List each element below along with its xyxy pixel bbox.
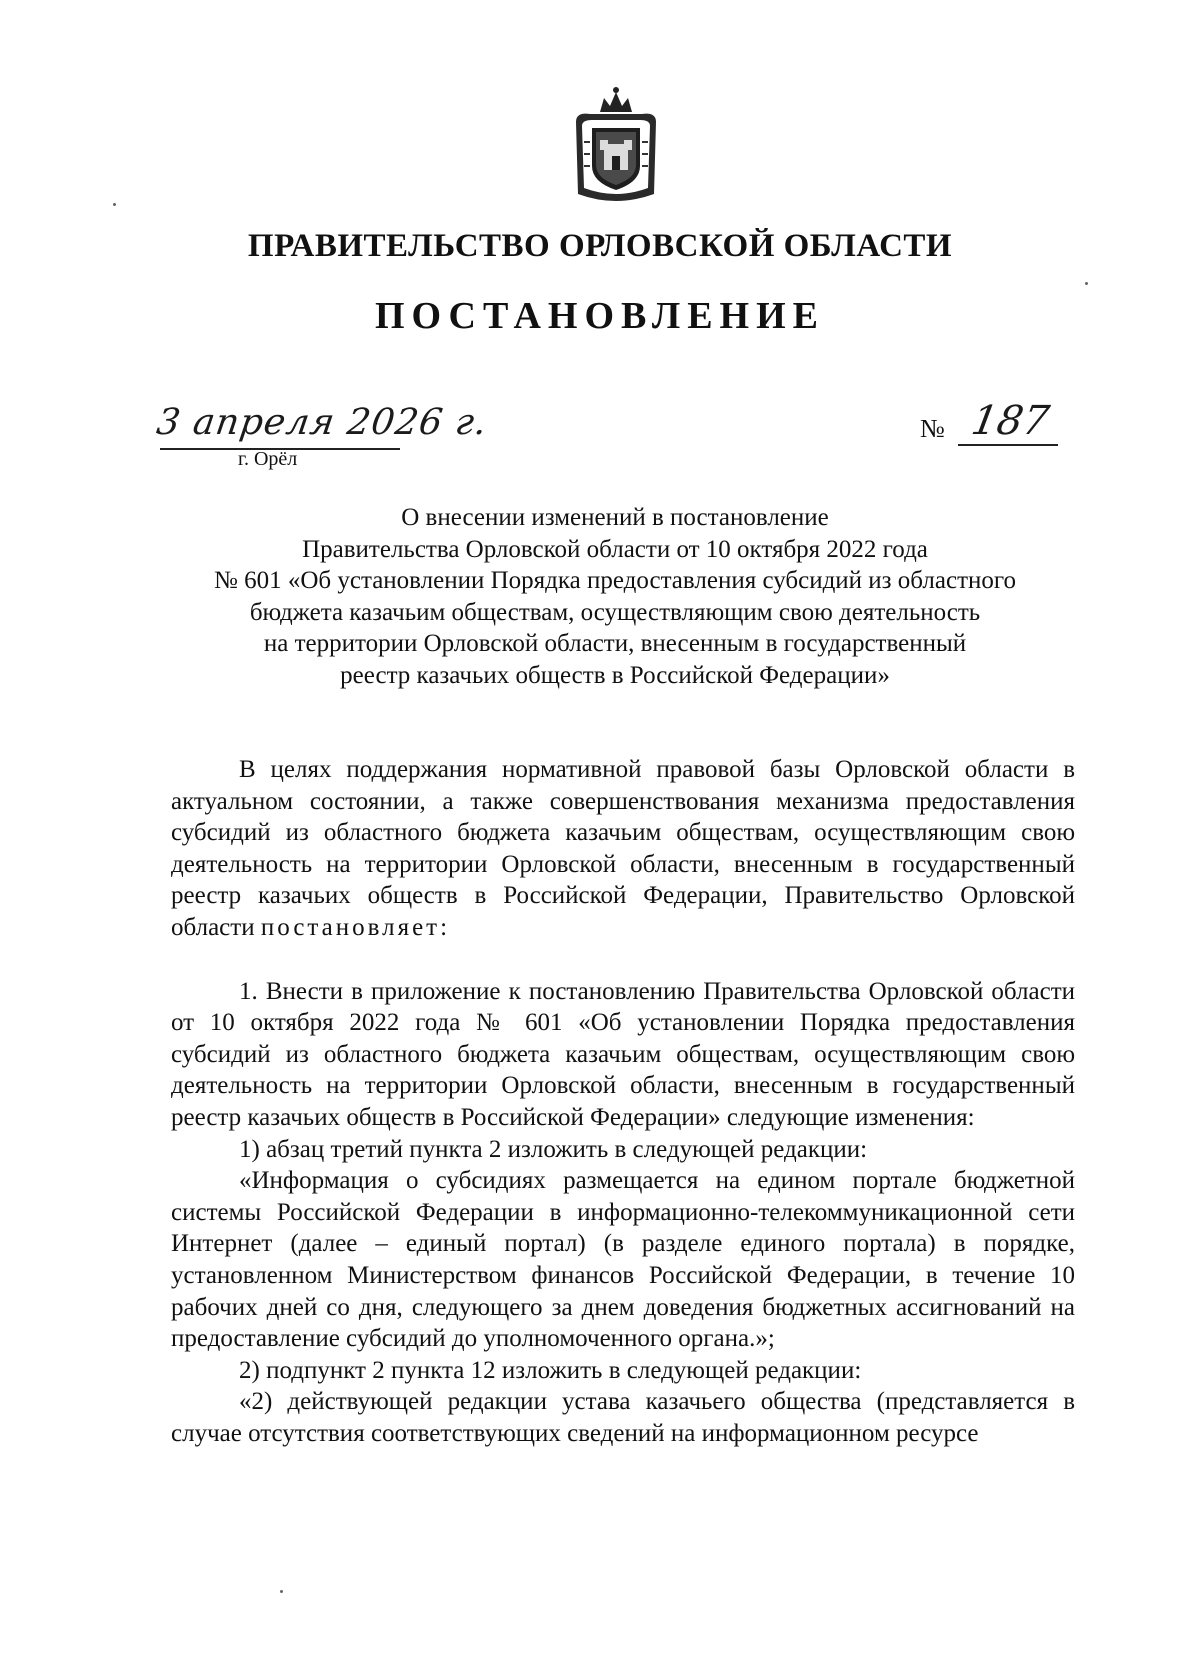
subject-line: на территории Орловской области, внесенным в государственный (263, 630, 967, 657)
document-body (171, 754, 1075, 1449)
item-1-paragraph: 1. Внести в приложение к постановлению Правительства Орловской области от 10 октября 2022 года № 601 «Об установлении Порядка предоставления субсидий из областного бюджета казачьим обществам, осуществляющим свою деятельность на территории Орловской области, внесенным в государственный реестр казачьих обществ в Российской Федерации» следующие изменения: (171, 977, 1075, 1131)
document-type-title: ПОСТАНОВЛЕНИЕ (374, 295, 826, 337)
coat-of-arms-icon (570, 82, 662, 210)
preamble-text: В целях поддержания нормативной правовой базы Орловской области в актуальном состоянии, а также совершенствования механизма предоставления субсидий из областного бюджета казачьим обществам, осуществляющим свою деятельность на территории Орловской области, внесенным в государственный реестр казачьих обществ в Российской Федерации, Правительство Орловской области (171, 756, 1075, 941)
scan-speck (113, 203, 116, 206)
quote-2-paragraph: «2) действующей редакции устава казачьего общества (представляется в случае отсутствия соответствующих сведений на информационном ресурсе (171, 1388, 1075, 1447)
handwritten-number: 187 (967, 398, 1053, 444)
scan-speck (280, 1590, 283, 1593)
preamble-paragraph (171, 754, 1075, 944)
subject-line: № 601 «Об установлении Порядка предоставления субсидий из областного (213, 567, 1017, 594)
city-label: г. Орёл (238, 448, 298, 470)
preamble-colon: : (440, 913, 448, 941)
preamble-keyword: постановляет (260, 913, 441, 941)
quote-1-paragraph: «Информация о субсидиях размещается на едином портале бюджетной системы Российской Федерации в информационно-телекоммуникационной сети Интернет (далее – единый портал) (в разделе единого портала) в порядке, установленном Министерством финансов Российской Федерации, в течение 10 рабочих дней со дня, следующего за днем доведения бюджетных ассигнований на предоставление субсидий до уполномоченного органа.»; (171, 1167, 1075, 1353)
number-sign: № (920, 414, 945, 443)
subject-line: бюджета казачьим обществам, осуществляющим свою деятельность (249, 598, 981, 626)
subject-line: Правительства Орловской области от 10 октября 2022 года (302, 535, 928, 563)
subject-line: О внесении изменений в постановление (401, 504, 829, 531)
subitem-2-paragraph: 2) подпункт 2 пункта 12 изложить в следующей редакции: (239, 1356, 862, 1384)
scan-speck (1085, 282, 1088, 285)
organization-title: ПРАВИТЕЛЬСТВО ОРЛОВСКОЙ ОБЛАСТИ (247, 228, 953, 264)
subitem-1-paragraph: 1) абзац третий пункта 2 изложить в следующей редакции: (239, 1135, 868, 1163)
number-underline (958, 444, 1058, 446)
handwritten-date: 3 апреля 2026 г. (154, 402, 491, 443)
subject-line: реестр казачьих обществ в Российской Федерации» (340, 661, 890, 689)
document-subject (190, 502, 1040, 691)
